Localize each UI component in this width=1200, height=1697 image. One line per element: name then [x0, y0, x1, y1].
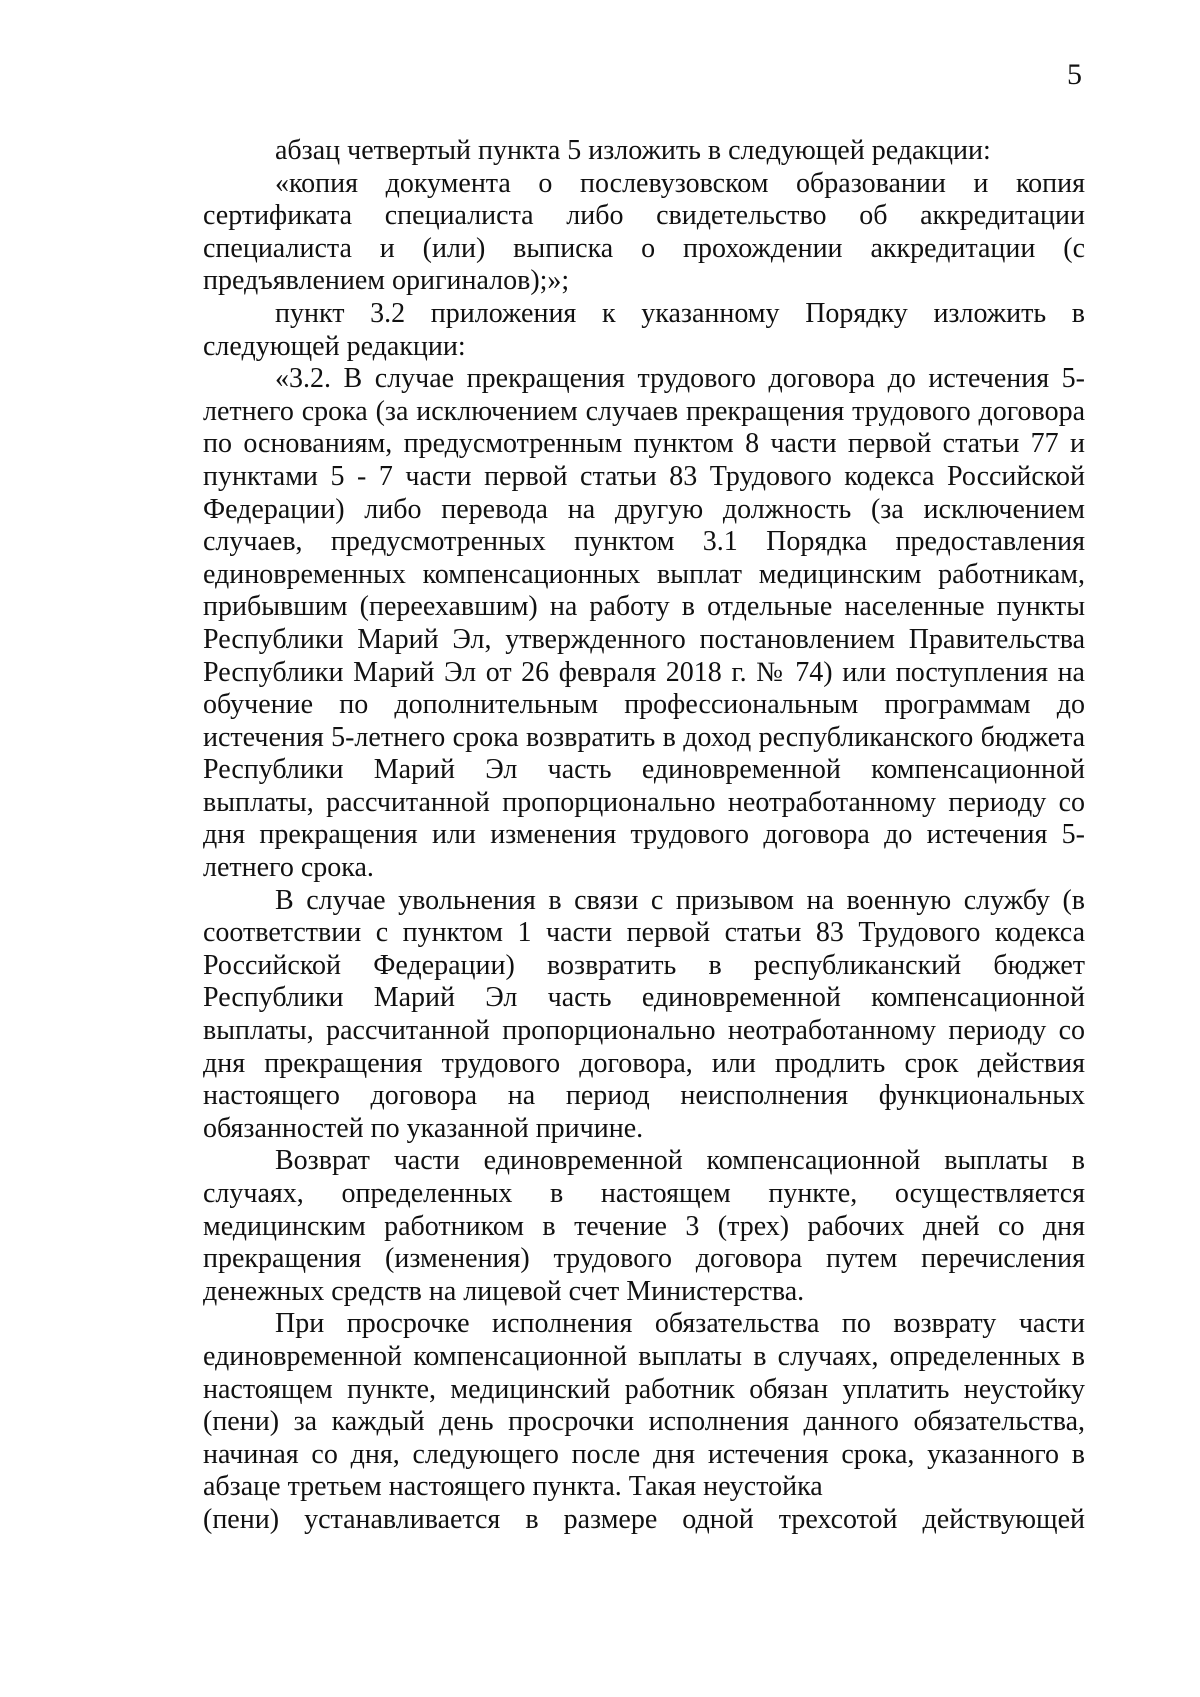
paragraph-clause-3-2-intro: пункт 3.2 приложения к указанному Порядку изложить в следующей редакции: — [203, 297, 1085, 362]
paragraph-penalty-continuation: (пени) устанавливается в размере одной трехсотой действующей — [203, 1503, 1085, 1535]
paragraph-penalty: При просрочке исполнения обязательства по возврату части единовременной компенсационной выплаты в случаях, определенных в настоящем пункте, медицинский работник обязан уплатить неустойку (пени) за каждый день просрочки исполнения данного обязательства, начиная со дня, следующего после дня истечения срока, указанного в абзаце третьем настоящего пункта. Такая неустойка — [203, 1308, 1085, 1503]
paragraph-amendment-intro: абзац четвертый пункта 5 изложить в следующей редакции: — [275, 135, 991, 166]
paragraph-quoted-documents: «копия документа о послевузовском образовании и копия сертификата специалиста либо свидетельство об аккредитации специалиста и (или) выписка о прохождении аккредитации (с предъявлением оригиналов);»; — [203, 167, 1085, 297]
paragraph-military-service: В случае увольнения в связи с призывом на военную службу (в соответствии с пунктом 1 части первой статьи 83 Трудового кодекса Российской Федерации) возвратить в республиканский бюджет Республики Марий Эл часть единовременной компенсационной выплаты, рассчитанной пропорционально неотработанному периоду со дня прекращения трудового договора, или продлить срок действия настоящего договора на период неисполнения функциональных обязанностей по указанной причине. — [203, 884, 1085, 1144]
paragraph-clause-3-2-text: «3.2. В случае прекращения трудового договора до истечения 5-летнего срока (за исключением случаев прекращения трудового договора по основаниям, предусмотренным пунктом 8 части первой статьи 77 и пунктами 5 - 7 части первой статьи 83 Трудового кодекса Российской Федерации) либо перевода на другую должность (за исключением случаев, предусмотренных пунктом 3.1 Порядка предоставления единовременных компенсационных выплат медицинским работникам, прибывшим (переехавшим) на работу в отдельные населенные пункты Республики Марий Эл, утвержденного постановлением Правительства Республики Марий Эл от 26 февраля 2018 г. № 74) или поступления на обучение по дополнительным профессиональным программам до истечения 5-летнего срока возвратить в доход республиканского бюджета Республики Марий Эл часть единовременной компенсационной выплаты, рассчитанной пропорционально неотработанному периоду со дня прекращения или изменения трудового договора до истечения 5-летнего срока. — [203, 363, 1085, 884]
paragraph-refund-procedure: Возврат части единовременной компенсационной выплаты в случаях, определенных в настоящем пункте, осуществляется медицинским работником в течение 3 (трех) рабочих дней со дня прекращения (изменения) трудового договора путем перечисления денежных средств на лицевой счет Министерства. — [203, 1145, 1085, 1307]
page-number: 5 — [1067, 58, 1082, 91]
document-body — [203, 135, 1085, 1537]
